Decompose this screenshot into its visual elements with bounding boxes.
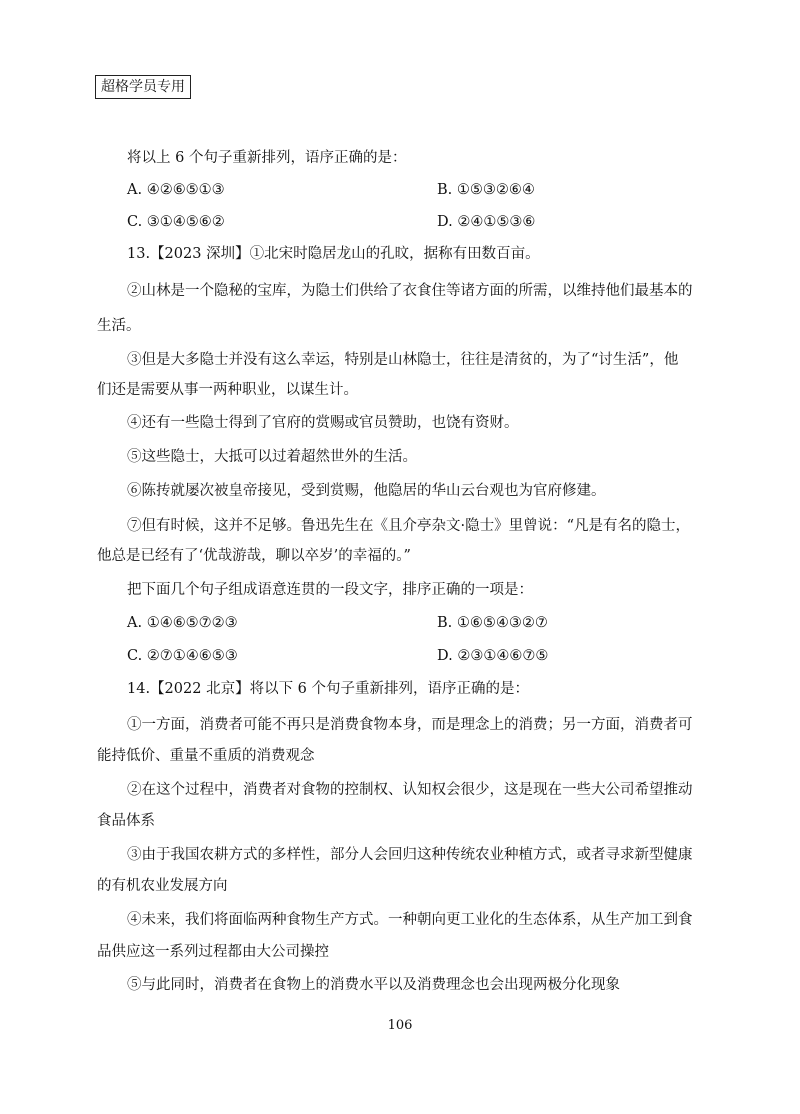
- q12-option-d[interactable]: D. ②④①⑤③⑥: [437, 214, 536, 230]
- q14-line: ②在这个过程中，消费者对食物的控制权、认知权会很少，这是现在一些大公司希望推动: [127, 782, 693, 798]
- q13-header: 13.【2023 深圳】①北宋时隐居龙山的孔旼，据称有田数百亩。: [127, 246, 540, 262]
- q14-line: ⑤与此同时，消费者在食物上的消费水平以及消费理念也会出现两极分化现象: [127, 977, 620, 993]
- q14-header: 14.【2022 北京】将以下 6 个句子重新排列，语序正确的是：: [127, 681, 530, 697]
- student-only-tag: 超格学员专用: [95, 75, 191, 99]
- page-number: 106: [387, 1018, 413, 1033]
- q14-line: 食品体系: [97, 813, 155, 829]
- q13-line: ④还有一些隐士得到了官府的赏赐或官员赞助，也饶有资财。: [127, 415, 519, 431]
- q12-option-c[interactable]: C. ③①④⑤⑥②: [127, 214, 225, 230]
- q13-line: 生活。: [97, 318, 141, 334]
- q13-line: ⑤这些隐士，大抵可以过着超然世外的生活。: [127, 449, 417, 465]
- q13-line: ⑥陈抟就屡次被皇帝接见，受到赏赐，他隐居的华山云台观也为官府修建。: [127, 483, 606, 499]
- q14-line: 能持低价、重量不重质的消费观念: [97, 748, 315, 764]
- q13-line: ⑦但有时候，这并不足够。鲁迅先生在《且介亭杂文·隐士》里曾说：“凡是有名的隐士，: [127, 518, 691, 534]
- q14-line: 品供应这一系列过程都由大公司操控: [97, 944, 329, 960]
- q14-line: ④未来，我们将面临两种食物生产方式。一种朝向更工业化的生态体系，从生产加工到食: [127, 912, 693, 928]
- q13-line: 们还是需要从事一两种职业，以谋生计。: [97, 382, 358, 398]
- q14-line: 的有机农业发展方向: [97, 878, 228, 894]
- q12-instruction: 将以上 6 个句子重新排列，语序正确的是：: [127, 150, 407, 166]
- q12-option-b[interactable]: B. ①⑤③②⑥④: [437, 182, 535, 198]
- q14-line: ①一方面，消费者可能不再只是消费食物本身，而是理念上的消费；另一方面，消费者可: [127, 717, 693, 733]
- q13-line: ②山林是一个隐秘的宝库，为隐士们供给了衣食住等诸方面的所需，以维持他们最基本的: [127, 283, 693, 299]
- q13-instruction: 把下面几个句子组成语意连贯的一段文字，排序正确的一项是：: [127, 582, 533, 598]
- q12-option-a[interactable]: A. ④②⑥⑤①③: [127, 182, 225, 198]
- q13-option-d[interactable]: D. ②③①④⑥⑦⑤: [437, 648, 549, 664]
- q13-option-a[interactable]: A. ①④⑥⑤⑦②③: [127, 615, 238, 631]
- q14-line: ③由于我国农耕方式的多样性，部分人会回归这种传统农业种植方式，或者寻求新型健康: [127, 847, 693, 863]
- q13-option-b[interactable]: B. ①⑥⑤④③②⑦: [437, 615, 548, 631]
- q13-line: ③但是大多隐士并没有这么幸运，特别是山林隐士，往往是清贫的，为了“讨生活”，他: [127, 352, 679, 368]
- q13-option-c[interactable]: C. ②⑦①④⑥⑤③: [127, 648, 238, 664]
- q13-line: 他总是已经有了‘优哉游哉，聊以卒岁’的幸福的。”: [97, 548, 411, 564]
